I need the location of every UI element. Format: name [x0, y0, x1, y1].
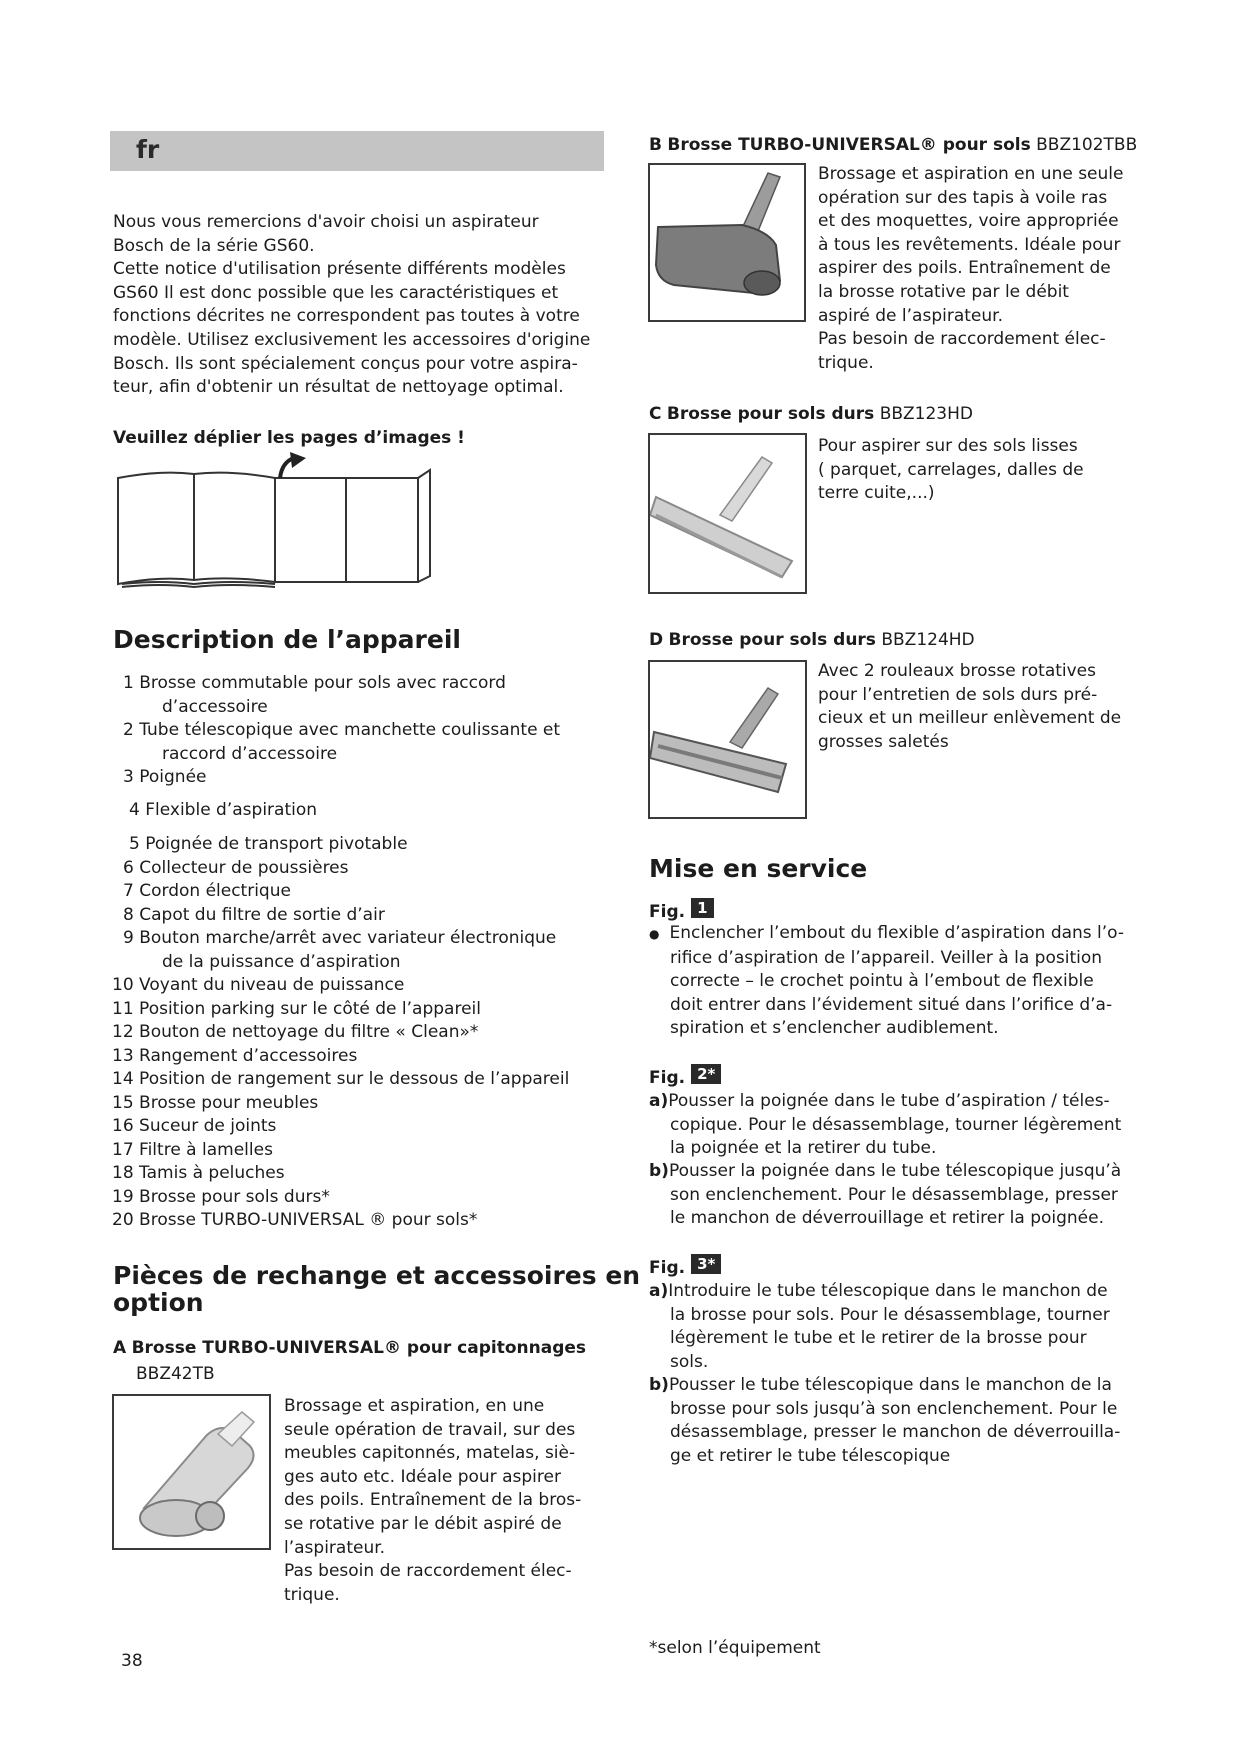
intro-line: Bosch de la série GS60. — [113, 235, 315, 256]
language-code: fr — [136, 135, 160, 164]
list-item: 10 Voyant du niveau de puissance — [112, 975, 405, 995]
list-item: 14 Position de rangement sur le dessous de l’appareil — [112, 1069, 570, 1089]
intro-paragraph — [113, 211, 613, 400]
fig-3-badge: 3* — [691, 1254, 721, 1274]
list-item: 11 Position parking sur le côté de l’appareil — [112, 999, 481, 1019]
accessory-a-description: Brossage et aspiration, en une seule opération de travail, sur des meubles capitonnés, matelas, siè- ges auto etc. Idéale pour aspirer des poils. Entraînement de la bros- se rotative par le débit aspiré de l’aspirateur. Pas besoin de raccordement élec- trique. — [284, 1396, 582, 1605]
list-item: 4 Flexible d’aspiration — [129, 800, 318, 820]
list-item: 16 Suceur de joints — [112, 1116, 277, 1136]
fig-1-text: ● Enclencher l’embout du flexible d’aspiration dans l’o- rifice d’aspiration de l’appareil. Veiller à la position correcte – le crochet pointu à l’embout de flexible doit entrer dans l’évidement situé dans l’orifice d’a- spiration et s’enclencher audiblement. — [649, 923, 1125, 1039]
fig-3-step-a: a)Introduire le tube télescopique dans le manchon de la brosse pour sols. Pour le désassemblage, tourner légèrement le tube et le retirer de la brosse pour sols. — [649, 1281, 1110, 1372]
list-item: 7 Cordon électrique — [123, 881, 291, 901]
accessory-c-heading: C Brosse pour sols durs BBZ123HD — [649, 404, 973, 424]
fig-1-badge: 1 — [691, 898, 713, 918]
intro-line: Bosch. Ils sont spécialement conçus pour votre aspira- — [113, 353, 578, 374]
upholstery-brush-image — [112, 1394, 271, 1550]
list-item: 18 Tamis à peluches — [112, 1163, 285, 1183]
fig-2-label: Fig. 2* — [649, 1064, 721, 1088]
fig-3-label: Fig. 3* — [649, 1254, 721, 1278]
intro-line: fonctions décrites ne correspondent pas toutes à votre — [113, 306, 580, 327]
service-title: Mise en service — [649, 854, 868, 883]
fig-1-label: Fig. 1 — [649, 898, 714, 922]
curved-arrow-icon — [280, 452, 306, 478]
accessory-a-code: BBZ42TB — [136, 1364, 215, 1384]
accessory-b-description: Brossage et aspiration en une seule opération sur des tapis à voile ras et des moquettes, voire appropriée à tous les revêtements. Idéale pour aspirer des poils. Entraînement de la brosse rotative par le débit aspiré de l’aspirateur. Pas besoin de raccordement élec- trique. — [818, 164, 1124, 373]
intro-line: modèle. Utilisez exclusivement les accessoires d'origine — [113, 329, 591, 350]
intro-line: GS60 Il est donc possible que les caractéristiques et — [113, 282, 559, 303]
list-item: 20 Brosse TURBO-UNIVERSAL ® pour sols* — [112, 1210, 478, 1230]
list-item: 19 Brosse pour sols durs* — [112, 1187, 330, 1207]
list-item: 9 Bouton marche/arrêt avec variateur électronique de la puissance d’aspiration — [123, 928, 557, 972]
unfold-note: Veuillez déplier les pages d’images ! — [113, 428, 465, 448]
fig-2-step-a: a)Pousser la poignée dans le tube d’aspiration / téles- copique. Pour le désassemblage, tourner légèrement la poignée et la retirer du tube. — [649, 1091, 1122, 1159]
language-header-bar — [110, 131, 604, 171]
list-item: 12 Bouton de nettoyage du filtre « Clean»* — [112, 1022, 479, 1042]
list-item: 17 Filtre à lamelles — [112, 1140, 273, 1160]
intro-line: teur, afin d'obtenir un résultat de nettoyage optimal. — [113, 377, 564, 398]
accessory-d-heading: D Brosse pour sols durs BBZ124HD — [649, 630, 975, 650]
accessory-a-heading: A Brosse TURBO-UNIVERSAL® pour capitonnages — [113, 1338, 587, 1358]
list-item: 15 Brosse pour meubles — [112, 1093, 319, 1113]
list-item: 5 Poignée de transport pivotable — [129, 834, 408, 854]
page-number: 38 — [121, 1651, 143, 1671]
accessory-b-heading: B Brosse TURBO-UNIVERSAL® pour sols BBZ102TBB — [649, 135, 1138, 155]
footnote: *selon l’équipement — [649, 1638, 821, 1658]
fig-2-step-b: b)Pousser la poignée dans le tube télescopique jusqu’à son enclenchement. Pour le désassemblage, presser le manchon de déverrouillage et retirer la poignée. — [649, 1161, 1122, 1229]
description-title: Description de l’appareil — [113, 625, 461, 654]
list-item: 13 Rangement d’accessoires — [112, 1046, 358, 1066]
accessory-c-description: Pour aspirer sur des sols lisses ( parquet, carrelages, dalles de terre cuite,...) — [818, 436, 1084, 504]
hard-floor-brush-d-image — [648, 660, 807, 819]
unfold-pages-illustration — [110, 452, 435, 594]
list-item: 1 Brosse commutable pour sols avec raccord d’accessoire — [123, 673, 506, 717]
fig-3-step-b: b)Pousser le tube télescopique dans le manchon de la brosse pour sols jusqu’à son enclenchement. Pour le désassemblage, presser le manchon de déverrouilla- ge et retirer le tube télescopique — [649, 1375, 1121, 1466]
list-item: 2 Tube télescopique avec manchette coulissante et raccord d’accessoire — [123, 720, 561, 764]
accessory-d-description: Avec 2 rouleaux brosse rotatives pour l’entretien de sols durs pré- cieux et un meilleur enlèvement de grosses saletés — [818, 661, 1122, 752]
list-item: 8 Capot du filtre de sortie d’air — [123, 905, 385, 925]
intro-line: Cette notice d'utilisation présente différents modèles — [113, 259, 566, 280]
turbo-floor-brush-image — [648, 163, 806, 322]
list-item: 3 Poignée — [123, 767, 207, 787]
list-item: 6 Collecteur de poussières — [123, 858, 349, 878]
intro-line: Nous vous remercions d'avoir choisi un aspirateur — [113, 212, 539, 232]
hard-floor-brush-c-image — [648, 433, 807, 594]
accessories-title: Pièces de rechange et accessoires en option — [113, 1261, 641, 1317]
fig-2-badge: 2* — [691, 1064, 721, 1084]
